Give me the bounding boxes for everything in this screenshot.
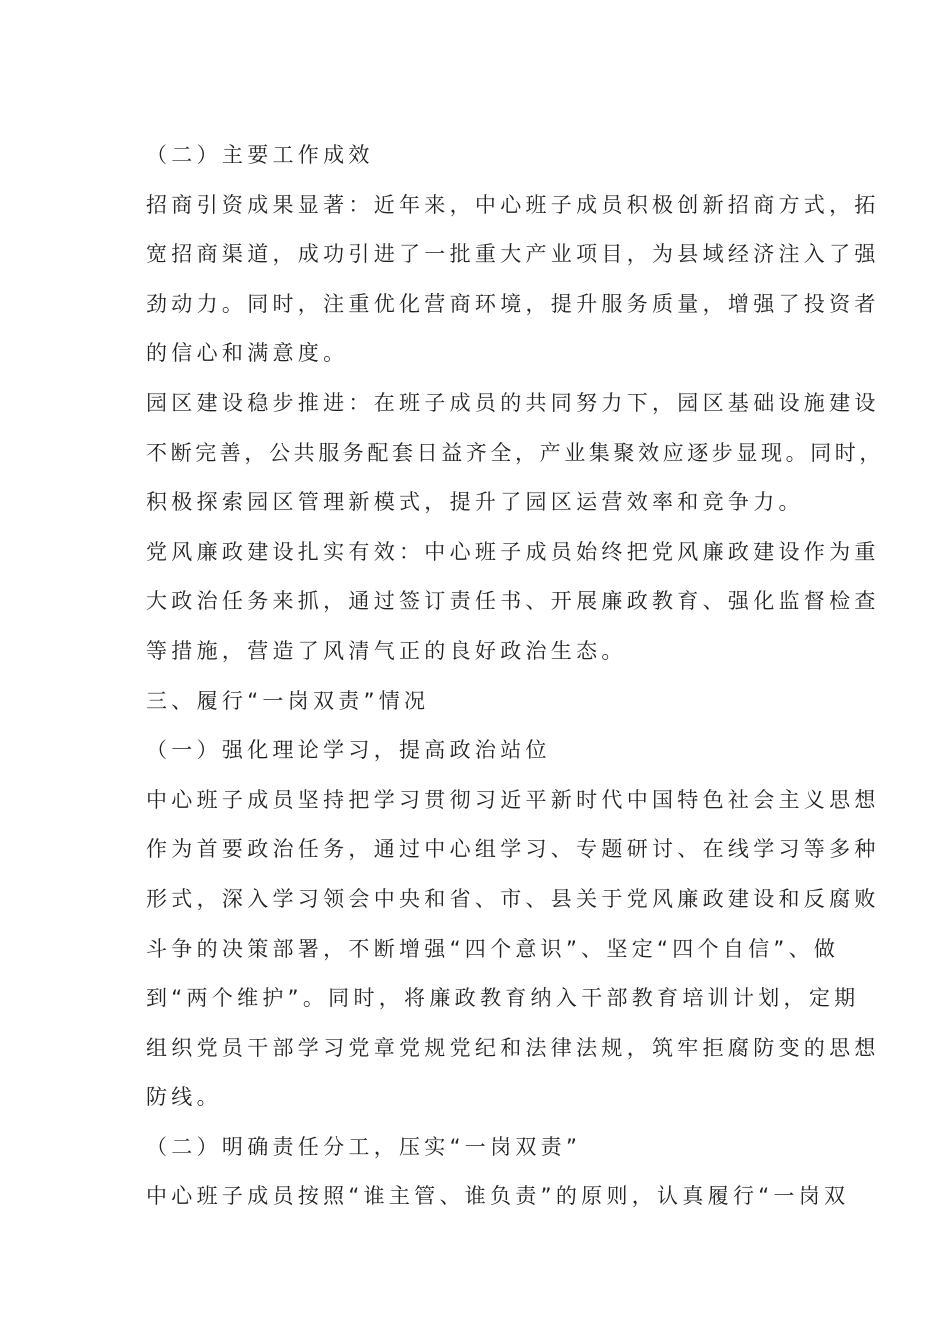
paragraph-line: 党风廉政建设扎实有效：中心班子成员始终把党风廉政建设作为重 [146,539,880,564]
paragraph-line: 斗争的决策部署，不断增强“四个意识”、坚定“四个自信”、做 [146,936,840,961]
paragraph-line: 组织党员干部学习党章党规党纪和法律法规，筑牢拒腐防变的思想 [146,1035,880,1060]
document-body [146,131,884,1222]
section-heading: （二）主要工作成效 [146,143,374,167]
paragraph-line: 园区建设稳步推进：在班子成员的共同努力下，园区基础设施建设 [146,390,880,415]
paragraph-line: 防线。 [146,1085,222,1110]
subsection-heading: （二）明确责任分工，压实“一岗双责” [146,1134,582,1159]
paragraph-line: 劲动力。同时，注重优化营商环境，提升服务质量，增强了投资者 [146,291,880,316]
paragraph-line: 中心班子成员坚持把学习贯彻习近平新时代中国特色社会主义思想 [146,787,880,812]
paragraph-line: 作为首要政治任务，通过中心组学习、专题研讨、在线学习等多种 [146,837,880,862]
paragraph-line: 大政治任务来抓，通过签订责任书、开展廉政教育、强化监督检查 [146,589,880,614]
paragraph-line: 招商引资成果显著：近年来，中心班子成员积极创新招商方式，拓 [146,192,880,217]
paragraph-line: 中心班子成员按照“谁主管、谁负责”的原则，认真履行“一岗双 [146,1184,850,1209]
paragraph-line: 到“两个维护”。同时，将廉政教育纳入干部教育培训计划，定期 [146,986,860,1011]
section-heading: 三、履行“一岗双责”情况 [146,688,430,713]
paragraph-line: 等措施，营造了风清气正的良好政治生态。 [146,638,627,663]
paragraph-line: 不断完善，公共服务配套日益齐全，产业集聚效应逐步显现。同时， [146,440,884,465]
paragraph-line: 的信心和满意度。 [146,341,349,366]
subsection-heading: （一）强化理论学习，提高政治站位 [146,738,551,763]
paragraph-line: 积极探索园区管理新模式，提升了园区运营效率和竞争力。 [146,490,804,515]
paragraph-line: 宽招商渠道，成功引进了一批重大产业项目，为县域经济注入了强 [146,242,880,267]
paragraph-line: 形式，深入学习领会中央和省、市、县关于党风廉政建设和反腐败 [146,886,880,911]
